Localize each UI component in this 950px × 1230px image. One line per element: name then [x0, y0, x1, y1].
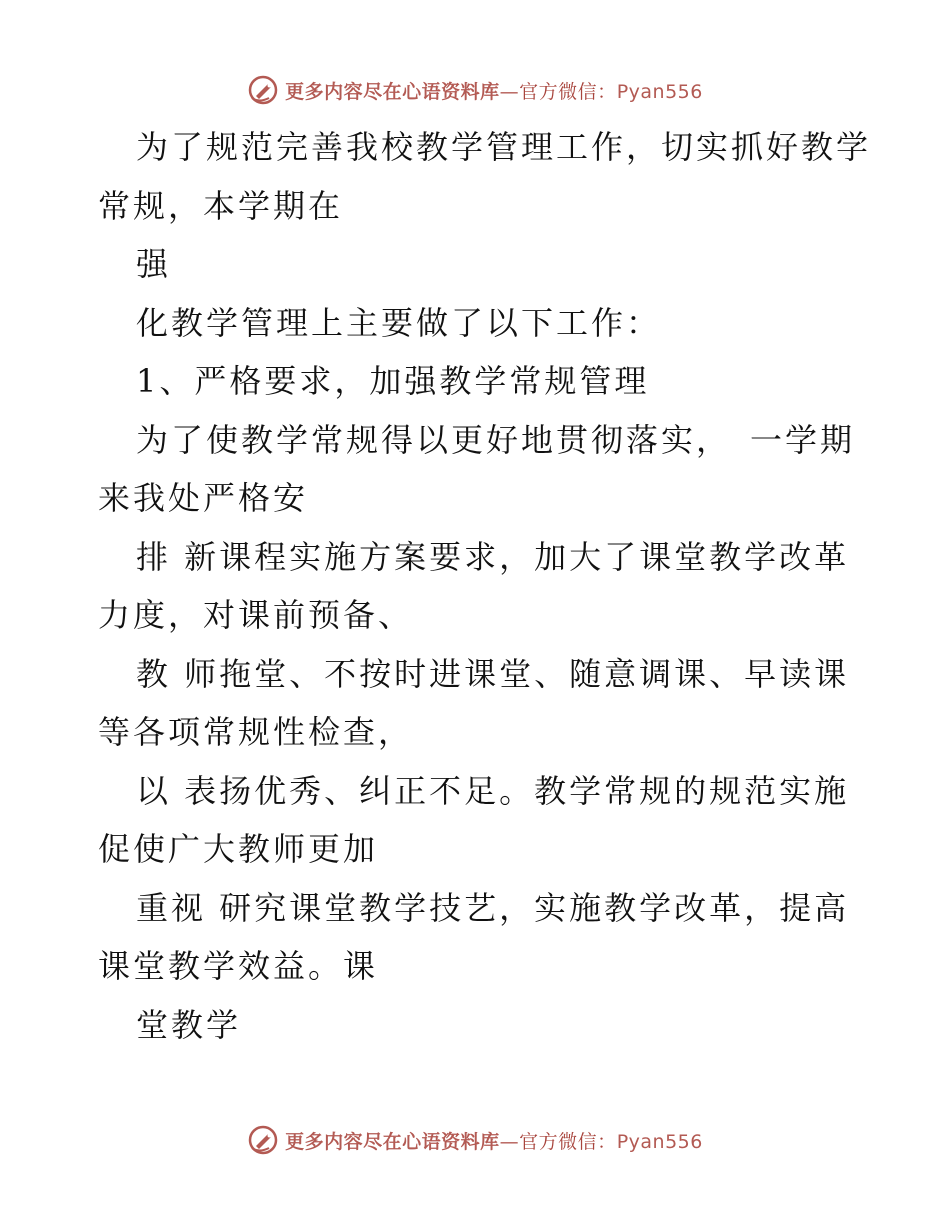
watermark-label: 官方微信：: [519, 80, 617, 103]
footer-watermark: [0, 1120, 950, 1160]
body-line: 促使广大教师更加: [98, 830, 379, 868]
watermark-dash: —: [499, 1130, 520, 1153]
body-line: 为了使教学常规得以更好地贯彻落实， 一学期: [136, 420, 856, 459]
watermark-account: Pyan556: [616, 1130, 703, 1153]
body-line: 等各项常规性检查，: [98, 713, 414, 751]
watermark-label: 官方微信：: [519, 1130, 617, 1153]
watermark-dash: —: [499, 80, 520, 103]
body-line: 教 师拖堂、不按时进课堂、随意调课、早读课: [136, 654, 850, 693]
header-watermark: [0, 70, 950, 110]
body-line: 常规，本学期在: [98, 186, 344, 225]
body-line: 为了规范完善我校教学管理工作，切实抓好教学: [136, 128, 872, 166]
body-line: 力度，对课前预备、: [98, 596, 414, 634]
body-line: 以 表扬优秀、纠正不足。教学常规的规范实施: [136, 771, 850, 810]
watermark-brand: 更多内容尽在心语资料库: [285, 80, 500, 103]
body-line: 排 新课程实施方案要求，加大了课堂教学改革: [136, 537, 850, 576]
watermark-text: [285, 1127, 703, 1154]
body-line: 强: [136, 245, 172, 283]
pen-nib-circle-icon: [247, 1124, 279, 1156]
document-body: [98, 118, 872, 1054]
pen-nib-circle-icon: [247, 74, 279, 106]
body-line: 堂教学: [136, 1005, 242, 1044]
watermark-brand: 更多内容尽在心语资料库: [285, 1130, 500, 1153]
body-line: 来我处严格安: [98, 479, 309, 517]
watermark-account: Pyan556: [616, 80, 703, 103]
body-line: 化教学管理上主要做了以下工作：: [136, 303, 662, 342]
body-line: 课堂教学效益。课: [98, 947, 379, 985]
watermark-text: [285, 77, 703, 104]
body-line: 重视 研究课堂教学技艺，实施教学改革，提高: [136, 888, 850, 927]
section-heading: 1、严格要求，加强教学常规管理: [136, 362, 650, 400]
